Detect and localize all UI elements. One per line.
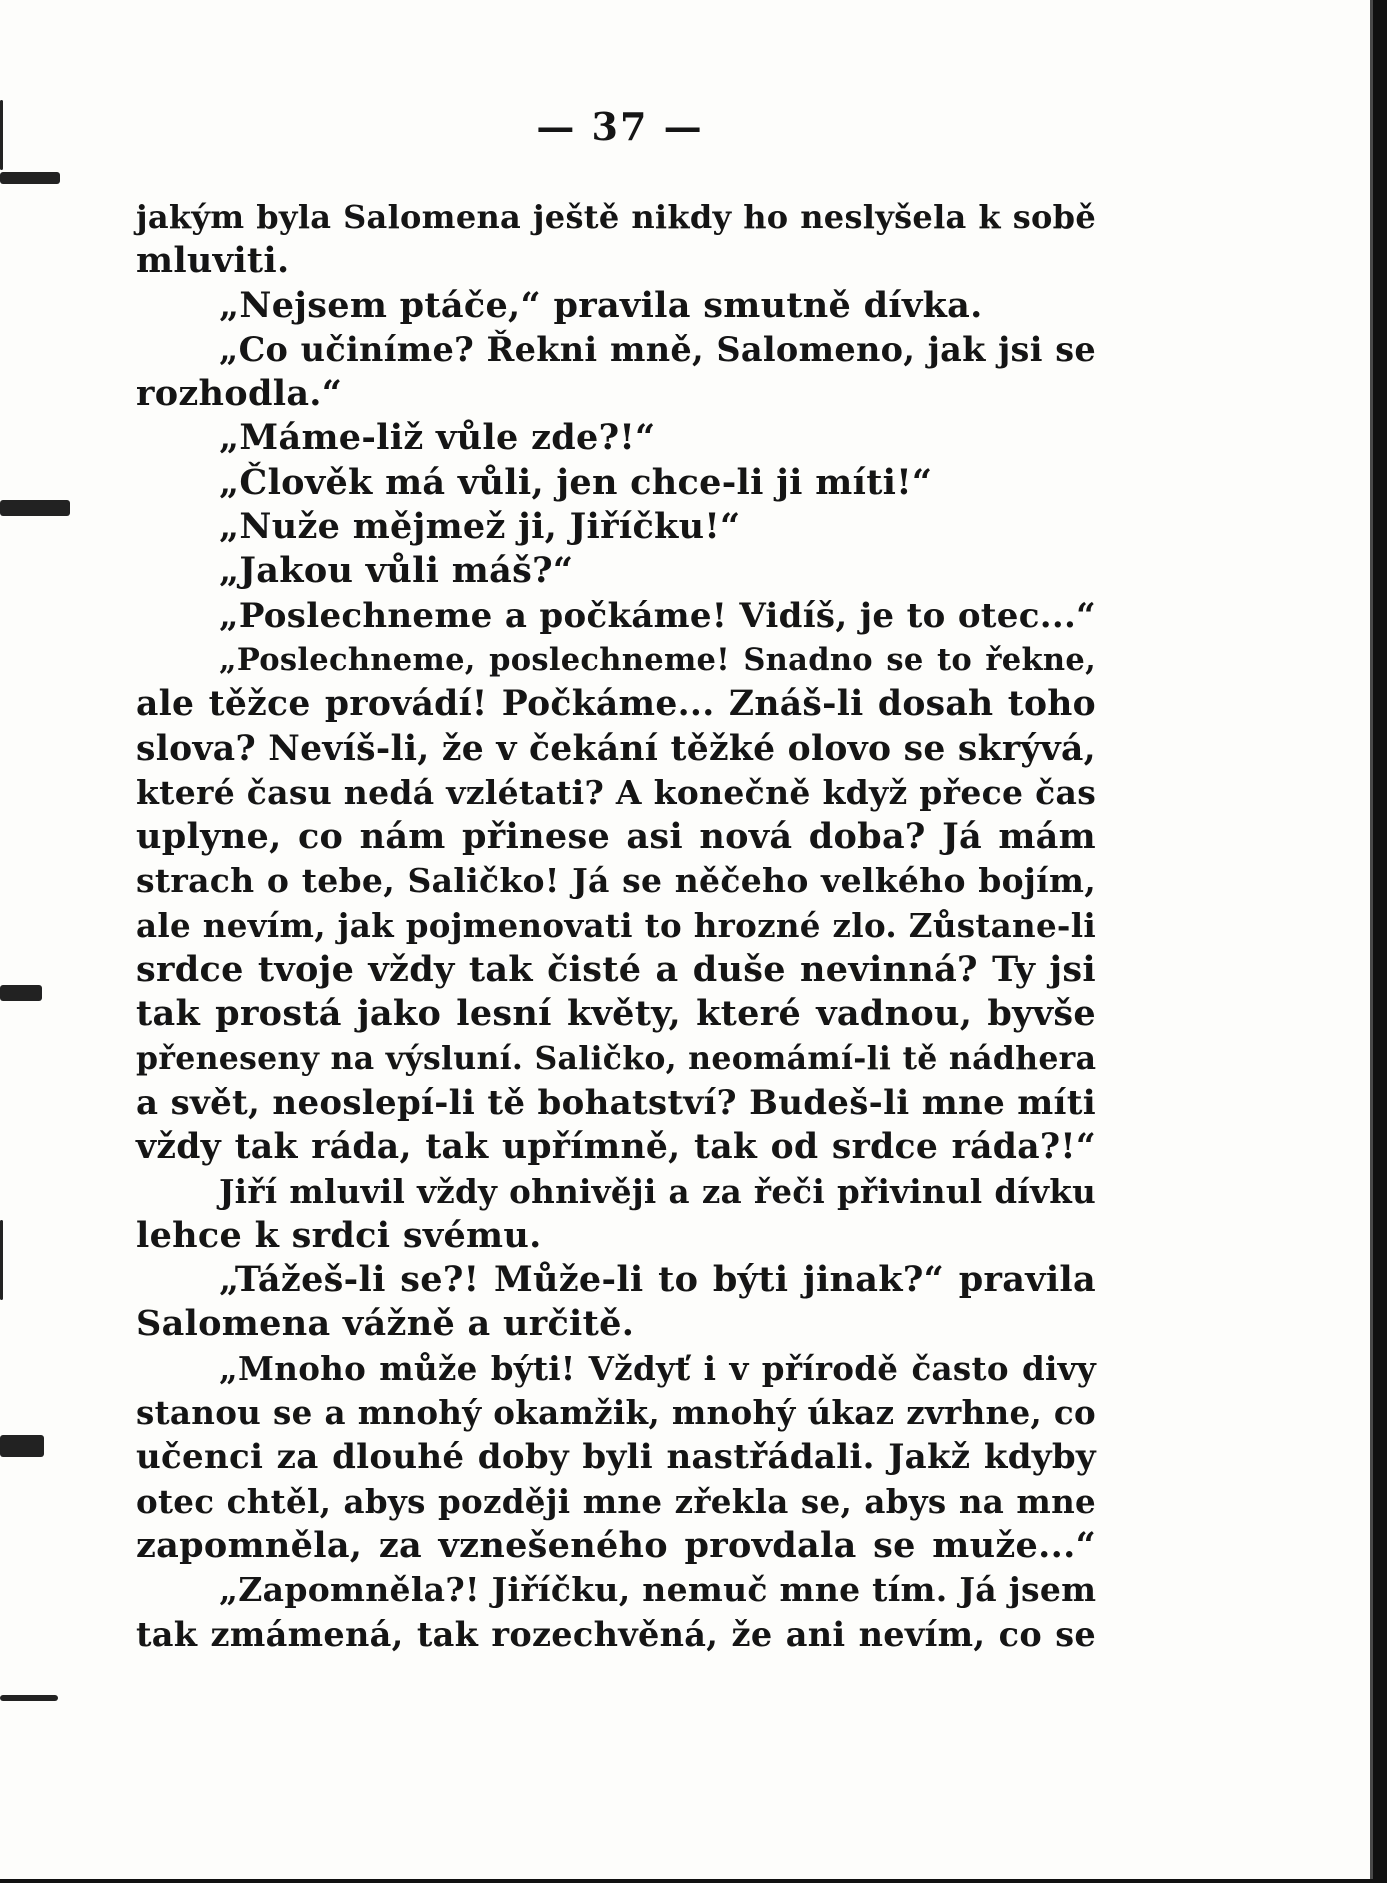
text-line: „Poslechneme a počkáme! Vidíš, je to otec...“ [219, 595, 1096, 636]
text-line: a svět, neoslepí-li tě bohatství? Budeš-li mne míti [136, 1082, 1096, 1123]
scan-border-bottom [0, 1879, 1387, 1883]
text-line: „Mnoho může býti! Vždyť i v přírodě často divy [219, 1348, 1096, 1388]
text-line: lehce k srdci svému. [136, 1214, 542, 1256]
text-line: „Nuže mějmež ji, Jiříčku!“ [219, 506, 741, 548]
text-line: ale těžce provádí! Počkáme... Znáš-li dosah toho [136, 684, 1096, 725]
text-line: „Tážeš-li se?! Může-li to býti jinak?“ pravila [219, 1259, 1096, 1301]
text-line: „Člověk má vůli, jen chce-li ji míti!“ [219, 461, 933, 503]
binding-mark [0, 172, 60, 184]
text-line: slova? Nevíš-li, že v čekání těžké olovo se skrývá, [136, 728, 1096, 769]
text-line: „Zapomněla?! Jiříčku, nemuč mne tím. Já jsem [219, 1570, 1097, 1610]
text-line: které času nedá vzlétati? A konečně když přece čas [136, 772, 1097, 812]
text-line: „Jakou vůli máš?“ [219, 550, 574, 592]
text-line: „Máme-liž vůle zde?!“ [219, 417, 656, 459]
body-text [136, 195, 1096, 1657]
text-line: Salomena vážně a určitě. [136, 1303, 635, 1345]
text-line: ale nevím, jak pojmenovati to hrozné zlo. Zůstane-li [136, 905, 1096, 945]
text-line: mluviti. [136, 240, 290, 282]
text-line: „Poslechneme, poslechneme! Snadno se to řekne, [219, 641, 1096, 678]
text-line: zapomněla, za vznešeného provdala se muže...“ [136, 1524, 1096, 1566]
text-line: přeneseny na výsluní. Saličko, neomámí-li tě nádhera [136, 1039, 1097, 1077]
text-line: otec chtěl, abys později mne zřekla se, abys na mne [136, 1481, 1096, 1521]
text-line: „Co učiníme? Řekni mně, Salomeno, jak jsi se [219, 329, 1096, 369]
text-line: srdce tvoje vždy tak čisté a duše nevinná? Ty jsi [136, 949, 1096, 991]
binding-mark [0, 500, 70, 516]
page-number: — 37 — [536, 104, 704, 149]
text-line: rozhodla.“ [136, 373, 343, 415]
text-line: tak prostá jako lesní květy, které vadnou, byvše [136, 993, 1096, 1035]
text-line: vždy tak ráda, tak upřímně, tak od srdce ráda?!“ [136, 1127, 1096, 1168]
binding-mark [0, 985, 42, 1001]
binding-mark [0, 1695, 58, 1701]
text-line: učenci za dlouhé doby byli nastřádali. Jakž kdyby [136, 1437, 1096, 1478]
binding-mark [0, 1435, 44, 1457]
text-line: „Nejsem ptáče,“ pravila smutně dívka. [219, 284, 983, 326]
text-line: strach o tebe, Saličko! Já se něčeho velkého bojím, [136, 861, 1096, 901]
text-line: stanou se a mnohý okamžik, mnohý úkaz zvrhne, co [136, 1393, 1096, 1433]
scan-border-right [1373, 0, 1387, 1883]
scan-border-right-shadow [1370, 0, 1373, 1883]
text-line: Jiří mluvil vždy ohnivěji a za řeči přivinul dívku [219, 1171, 1096, 1211]
binding-mark [0, 1220, 3, 1300]
text-line: uplyne, co nám přinese asi nová doba? Já mám [136, 816, 1096, 858]
text-line: tak zmámená, tak rozechvěná, že ani nevím, co se [136, 1614, 1096, 1654]
text-line: jakým byla Salomena ještě nikdy ho neslyšela k sobě [136, 198, 1096, 236]
